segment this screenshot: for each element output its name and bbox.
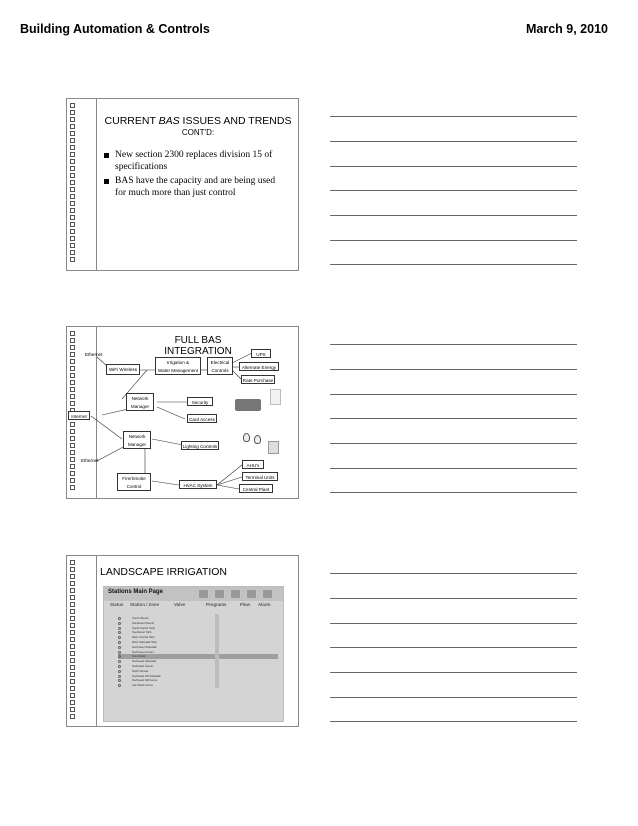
- slide-3: [66, 555, 299, 727]
- column-header: Flow: [240, 602, 250, 607]
- stations-page-title: Stations Main Page: [108, 589, 164, 595]
- station-name: Southwest Strip: [132, 630, 152, 635]
- station-name: Northwest Center: [132, 649, 154, 654]
- station-name: South Woods: [132, 616, 149, 620]
- rate-purchase-box: Rate Purchase: [241, 375, 275, 384]
- security-camera-icon: [235, 399, 261, 411]
- security-box: Security: [187, 397, 213, 406]
- station-name: Northeast Sidewalk: [132, 659, 157, 664]
- ethernet-label: Ethernet: [81, 458, 99, 463]
- bullet-item: BAS have the capacity and are being used for much more than just control: [103, 176, 288, 199]
- irrigation-box: Irrigation & Water Management: [155, 357, 201, 375]
- scrollbar[interactable]: [215, 614, 219, 688]
- bullet-item: New section 2300 replaces division 15 of specifications: [103, 150, 288, 173]
- status-icon: [118, 651, 121, 654]
- slide-title: CURRENT BAS ISSUES AND TRENDS: [104, 115, 292, 127]
- toolbar-icons: [199, 590, 279, 598]
- fire-smoke-control-box: Fire/Smoke Control: [117, 473, 151, 491]
- terminal-units-box: Terminal Units: [242, 472, 278, 481]
- station-name: Southeast Woods: [132, 620, 155, 625]
- status-icon: [118, 622, 121, 625]
- table-row[interactable]: [118, 683, 278, 688]
- slide-title: LANDSCAPE IRRIGATION: [100, 566, 227, 578]
- slide-2: [66, 326, 299, 499]
- station-name: Car Wash Fence: [132, 683, 153, 688]
- status-icon: [118, 670, 121, 673]
- bullet-list: [103, 150, 288, 202]
- station-name: Northwest Sidewalk: [132, 644, 157, 649]
- status-icon: [118, 679, 121, 682]
- stations-table: [118, 616, 278, 688]
- light-bulb-icon: [254, 435, 261, 444]
- square-bullet-icon: [104, 153, 109, 158]
- station-name: South Center Strip: [132, 625, 156, 630]
- ethernet-label: Ethernet: [85, 352, 103, 357]
- status-icon: [118, 665, 121, 668]
- slide-margin-strip: [67, 556, 97, 726]
- status-icon: [118, 636, 121, 639]
- light-bulb-icon: [243, 433, 250, 442]
- station-name: Northeast Center: [132, 663, 154, 668]
- station-name: Northeast Sill Sidewalk: [132, 673, 161, 678]
- status-icon: [118, 631, 121, 634]
- ups-box: UPS: [251, 349, 271, 358]
- central-plant-box: Central Plant: [239, 484, 273, 493]
- slide-1: [66, 98, 299, 271]
- status-icon: [118, 675, 121, 678]
- ahus-box: AHU's: [242, 460, 264, 469]
- card-reader-icon: [270, 389, 281, 405]
- status-icon: [118, 617, 121, 620]
- internet-box: Internet: [68, 411, 90, 420]
- lighting-controls-box: Lighting Controls: [181, 441, 219, 450]
- slide-subtitle: CONT'D:: [181, 128, 215, 137]
- station-name: Northeast Sill Fence: [132, 678, 158, 683]
- column-header: Station / Zone: [130, 602, 160, 607]
- station-name: North Woods: [132, 668, 149, 673]
- electrical-controls-box: Electrical Controls: [207, 357, 233, 375]
- slide-margin-strip: [67, 99, 97, 270]
- network-manager-box: Network Manager: [123, 431, 151, 449]
- irrigation-screenshot: [103, 586, 284, 722]
- station-name: Front Field: [132, 654, 146, 659]
- column-header: Status: [110, 602, 124, 607]
- light-switch-icon: [268, 441, 279, 454]
- station-name: West Central Strip: [132, 635, 155, 640]
- column-header: Valve: [174, 602, 186, 607]
- station-name: West Sidewalk Strip: [132, 639, 157, 644]
- slide-title: FULL BAS INTEGRATION: [164, 335, 232, 357]
- card-access-box: Card Access: [187, 414, 217, 423]
- document-title: Building Automation & Controls: [20, 22, 210, 36]
- column-header: Alarm: [258, 602, 271, 607]
- status-icon: [118, 627, 121, 630]
- column-header: Programs: [206, 602, 227, 607]
- screenshot-toolbar: [104, 587, 283, 601]
- square-bullet-icon: [104, 179, 109, 184]
- status-icon: [118, 684, 121, 687]
- status-icon: [118, 641, 121, 644]
- hvac-system-box: HVAC System: [179, 480, 217, 489]
- status-icon: [118, 655, 121, 658]
- status-icon: [118, 646, 121, 649]
- network-manager-box: Network Manager: [126, 393, 154, 411]
- status-icon: [118, 660, 121, 663]
- document-date: March 9, 2010: [526, 22, 608, 36]
- alternate-energy-box: Alternate Energy: [239, 362, 279, 371]
- wifi-box: WiFi Wireless: [106, 364, 140, 375]
